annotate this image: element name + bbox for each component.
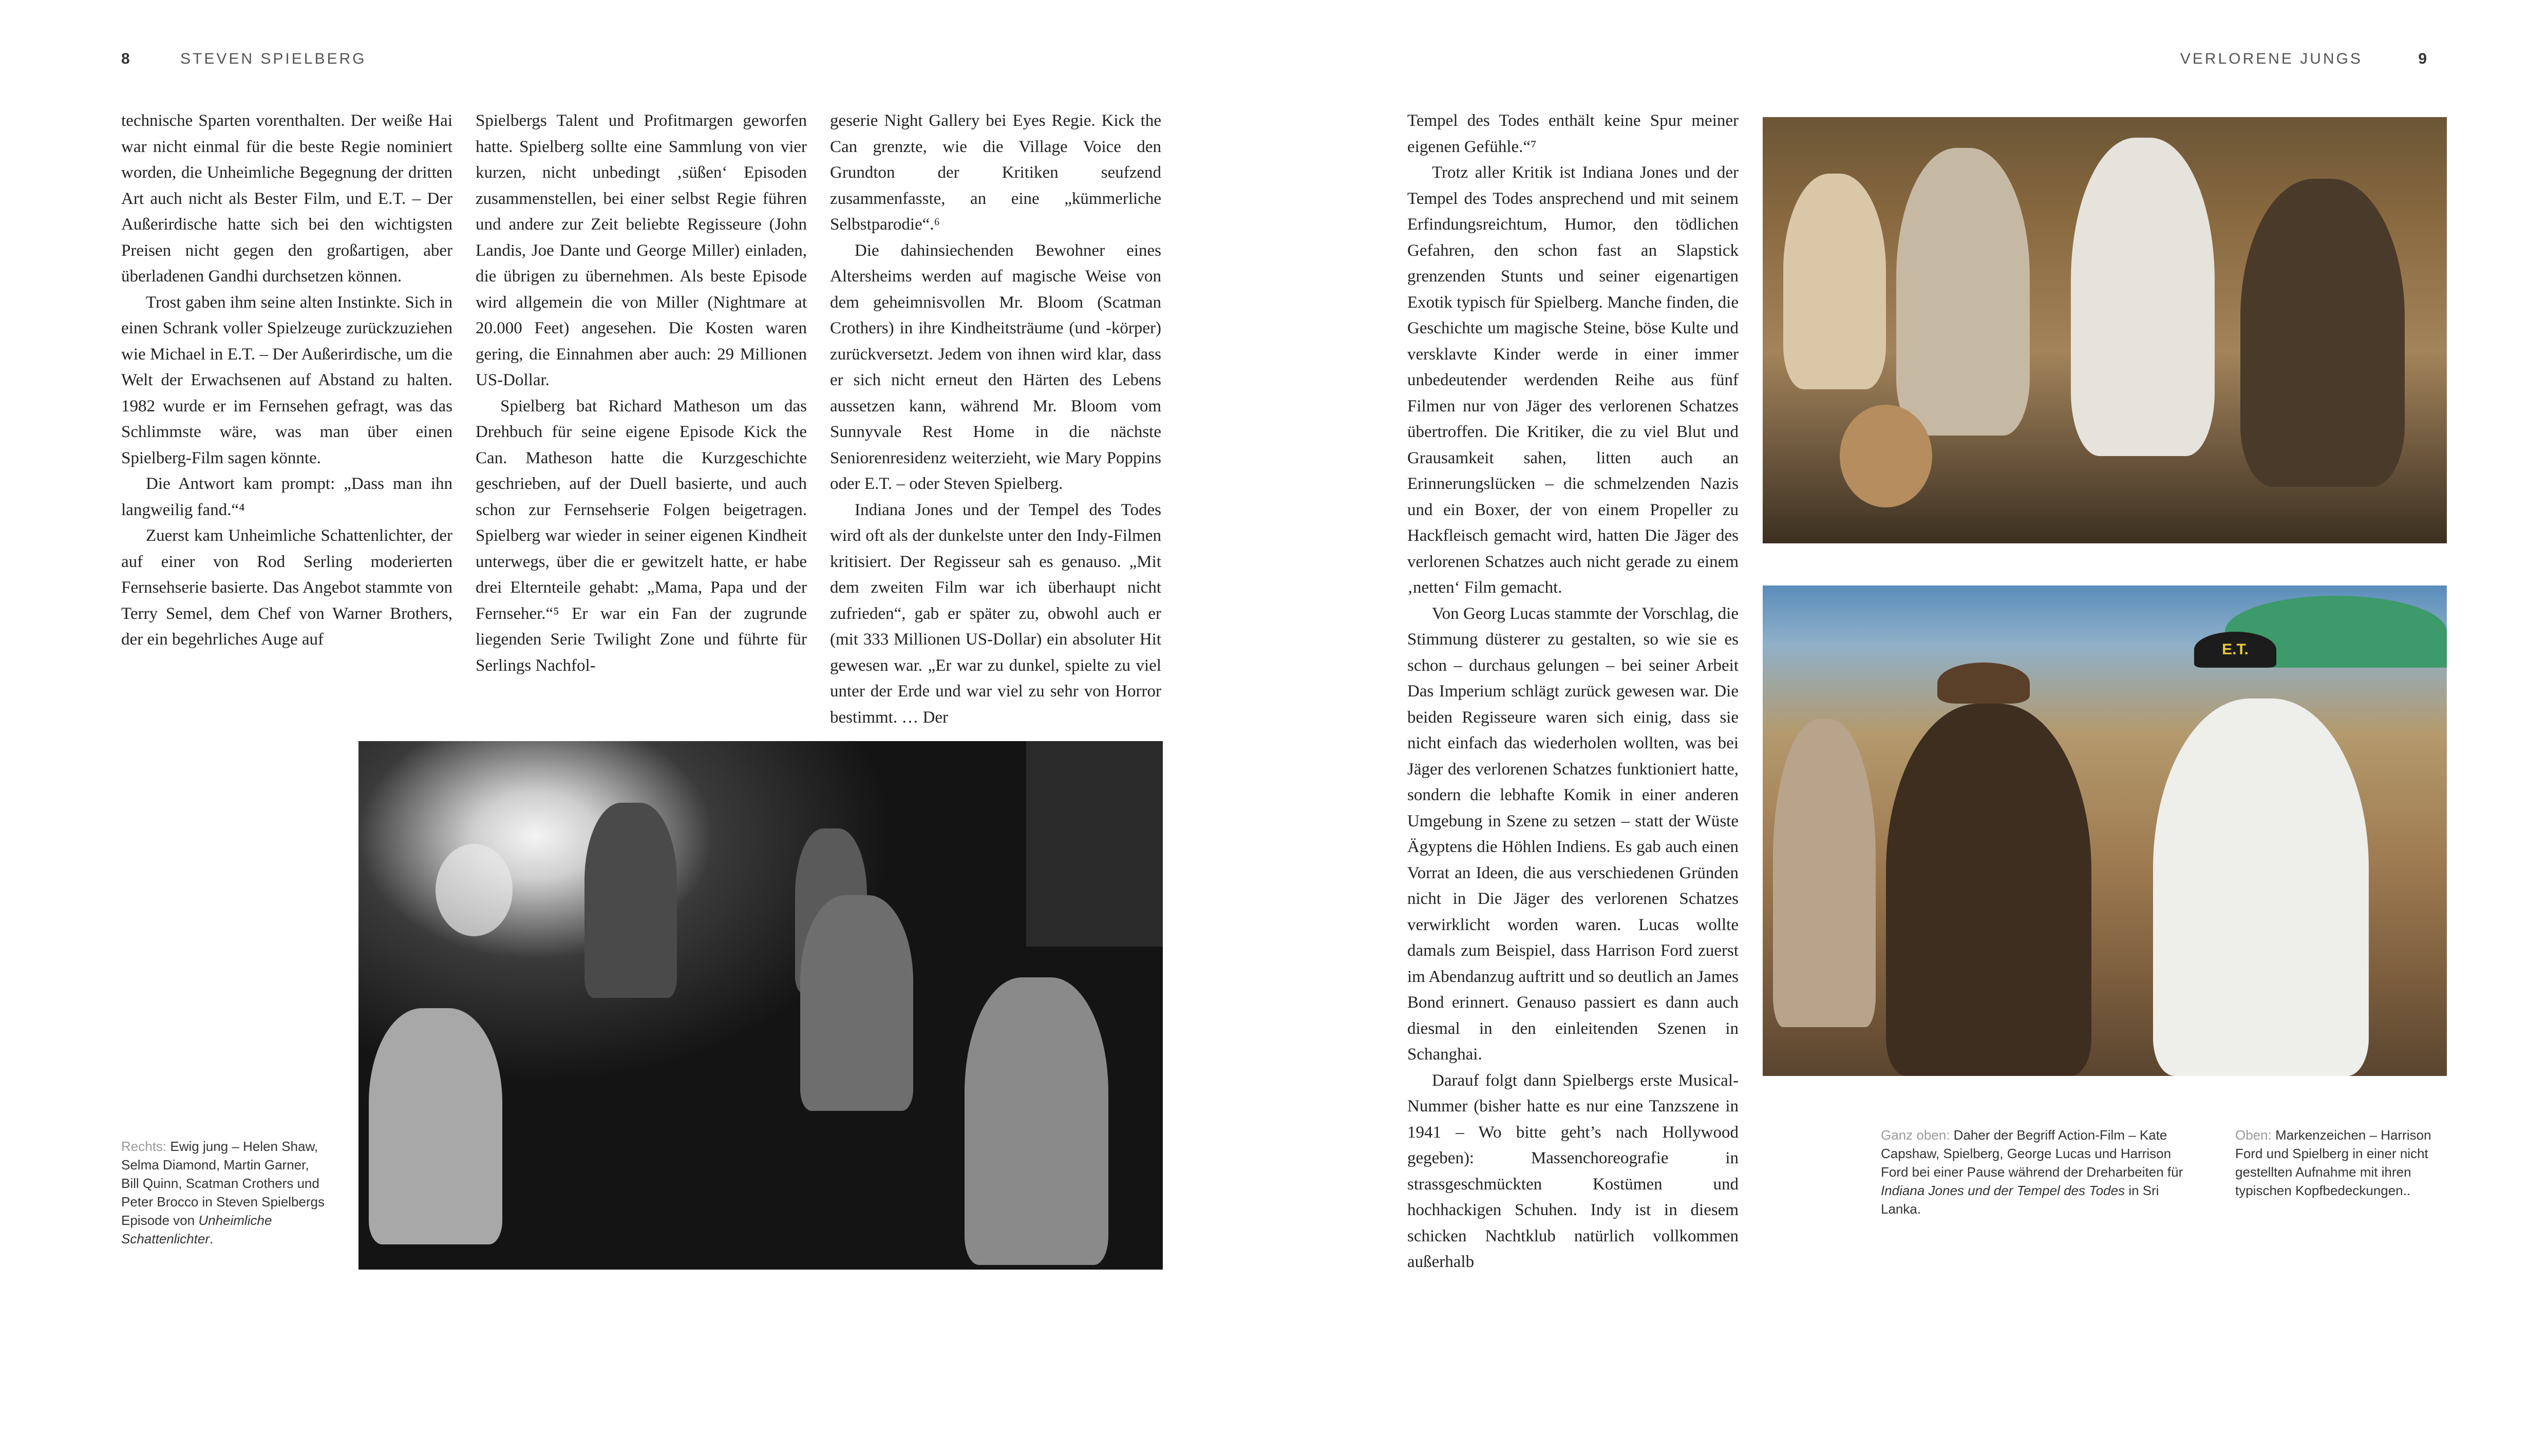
caption-end: . (209, 1231, 214, 1246)
right-page-header (2180, 50, 2427, 68)
caption-text: Markenzeichen – Harrison Ford und Spielberg in einer nicht gestellten Aufnahme mit ihren typischen Kopfbedeckungen.. (2235, 1127, 2431, 1198)
fedora-hat-shape (1937, 663, 2030, 704)
paragraph: Zuerst kam Unheimliche Schattenlichter, der auf einer von Rod Serling moderierten Fernsehserie basierte. Das Angebot stammte von Terry Semel, dem Chef von Warner Brothers, der ein begehrliches Auge auf (121, 526, 452, 649)
paragraph: Trost gaben ihm seine alten Instinkte. Sich in einen Schrank voller Spielzeuge zurückzuziehen wie Michael in E.T. – Der Außerirdische, um die Welt der Erwachsenen auf Abstand zu halten. 1982 wurde er im Fernsehen gefragt, was das Schlimmste wäre, was man über einen Spielberg-Film sagen könnte. (121, 293, 452, 467)
caption-top-photo (1881, 1126, 2199, 1218)
photo-cast-resting (1763, 117, 2447, 543)
caption-lead: Rechts: (121, 1139, 167, 1154)
figure-shape (2071, 138, 2215, 456)
paragraph: Indiana Jones und der Tempel des Todes wird oft als der dunkelste unter den Indy-Filmen kritisiert. Der Regisseur sah es genauso. „Mit dem zweiten Film war ich überhaupt nicht zufrieden“, gab er später zu, obwohl auch er (mit 333 Millionen US-Dollar) ein absoluter Hit gewesen war. „Er war zu dunkel, spielte zu viel unter der Erde und war viel zu sehr von Horror bestimmt. … Der (830, 500, 1161, 727)
paragraph: Die dahinsiechenden Bewohner eines Altersheims werden auf magische Weise von dem geheimnisvollen Mr. Bloom (Scatman Crothers) in ihre Kindheitsträume (und -körper) zurückversetzt. Jedem von ihnen wird klar, dass er sich nicht erneut den Härten des Lebens aussetzen kann, während Mr. Bloom vom Sunnyvale Rest Home in die nächste Seniorenresidenz weiterzieht, wie Mary Poppins oder E.T. – oder Steven Spielberg. (830, 241, 1161, 493)
running-head-right: VERLORENE JUNGS (2180, 50, 2363, 67)
figure-shape (1886, 704, 2091, 1076)
photo-ford-and-spielberg (1763, 585, 2447, 1076)
running-head-left: STEVEN SPIELBERG (180, 50, 367, 67)
left-page-header (121, 50, 366, 68)
caption-lower-photo (2235, 1126, 2447, 1200)
paragraph: Die Antwort kam prompt: „Dass man ihn langweilig fand.“⁴ (121, 475, 452, 519)
caption-text: Ewig jung – Helen Shaw, Selma Diamond, Martin Garner, Bill Quinn, Scatman Crothers und Peter Brocco in Steven Spielbergs Episode von (121, 1139, 325, 1228)
figure-shape (584, 803, 677, 998)
paragraph: Spielberg bat Richard Matheson um das Drehbuch für seine eigene Episode Kick the Can. Matheson hatte die Kurzgeschichte geschrieben, auf der Duell basierte, und auch schon zur Fernsehserie Folgen beigetragen. Spielberg war wieder in seiner eigenen Kindheit unterwegs, über die er gewitzelt hatte, er habe drei Elternteile gehabt: „Mama, Papa und der Fernseher.“⁵ Er war ein Fan der zugrunde liegenden Serie Twilight Zone und führte für Serlings Nachfol- (476, 396, 807, 675)
page-number-left: 8 (121, 50, 130, 67)
paragraph: Spielbergs Talent und Profitmargen geworfen hatte. Spielberg sollte eine Sammlung von vier kurzen, nicht unbedingt ‚süßen‘ Episoden zusammenstellen, bei einer selbst Regie führen und andere zur Zeit beliebte Regisseure (John Landis, Joe Dante und George Miller) einladen, die übrigen zu übernehmen. Als beste Episode wird allgemein die von Miller (Nightmare at 20.000 Feet) angesehen. Die Kosten waren gering, die Einnahmen aber auch: 29 Millionen US-Dollar. (476, 111, 807, 389)
figure-shape (1783, 174, 1886, 389)
et-cap-shape: E.T. (2194, 632, 2276, 668)
caption-end: in Sri Lanka. (1881, 1183, 2159, 1217)
figure-shape (1773, 719, 1876, 1027)
caption-title: Indiana Jones und der Tempel des Todes (1881, 1183, 2125, 1198)
paragraph: Tempel des Todes enthält keine Spur meiner eigenen Gefühle.“⁷ (1407, 111, 1739, 156)
photo-retirement-home-scene (358, 741, 1163, 1270)
caption-left-photo (121, 1137, 327, 1248)
figure-shape (2153, 698, 2369, 1076)
text-column-3 (830, 108, 1161, 730)
caption-lead: Oben: (2235, 1127, 2272, 1143)
figure-shape (1896, 148, 2030, 436)
text-column-right (1407, 108, 1739, 1275)
caption-lead: Ganz oben: (1881, 1127, 1950, 1143)
lamp-shade-shape (436, 844, 513, 936)
paragraph: Trotz aller Kritik ist Indiana Jones und der Tempel des Todes ansprechend und mit seinem Erfindungsreichtum, Humor, den tödlichen Gefahren, den schon fast an Slapstick grenzenden Stunts und seiner eigenartigen Exotik typisch für Spielberg. Manche finden, die Geschichte um magische Steine, böse Kulte und versklavte Kinder werde in einer immer unbedeutender werdenden Reihe aus fünf Filmen nur von Jäger des verlorenen Schatzes übertroffen. Die Kritiker, die zu viel Blut und Grausamkeit sahen, litten auch an Erinnerungslücken – die schmelzenden Nazis und ein Boxer, der von einem Propeller zu Hackfleisch gemacht wird, hatten Die Jäger des verlorenen Schatzes auch nicht gerade zu einem ‚netten‘ Film gemacht. (1407, 163, 1739, 597)
paragraph: Darauf folgt dann Spielbergs erste Musical-Nummer (bisher hatte es nur eine Tanzszene in 1941 – Wo bitte geht’s nach Hollywood gegeben): Massenchoreografie in strassgeschmückten Kostümen und hochhackigen Schuhen. Indy ist in diesem schicken Nachtklub natürlich vollkommen außerhalb (1407, 1071, 1739, 1271)
window-shape (1026, 741, 1163, 947)
boot-shape (1840, 405, 1932, 507)
caption-text: Daher der Begriff Action-Film – Kate Capshaw, Spielberg, George Lucas und Harrison Ford bei einer Pause während der Dreharbeiten für (1881, 1127, 2183, 1180)
paragraph: geserie Night Gallery bei Eyes Regie. Kick the Can grenzte, wie die Village Voice den Grundton der Kritiken seufzend zusammenfasste, an eine „kümmerliche Selbstparodie“.⁶ (830, 111, 1161, 234)
figure-shape (800, 895, 913, 1111)
text-column-2 (476, 108, 807, 678)
caption-title: Unheimliche Schattenlichter (121, 1213, 272, 1246)
figure-shape (2240, 179, 2405, 487)
paragraph: Von Georg Lucas stammte der Vorschlag, die Stimmung düsterer zu gestalten, so wie sie es schon – durchaus gelungen – bei seiner Arbeit Das Imperium schlägt zurück gewesen war. Die beiden Regisseure waren sich einig, dass sie nicht einfach das wiederholen wollten, was bei Jäger des verlorenen Schatzes funktioniert hatte, sondern die lebhafte Komik in einer anderen Umgebung in Szene zu setzen – statt der Wüste Ägyptens die Höhlen Indiens. Es gab auch einen Vorrat an Ideen, die aus verschiedenen Gründen nicht in Die Jäger des verlorenen Schatzes verwirklicht worden waren. Lucas wollte damals zum Beispiel, dass Harrison Ford zuerst im Abendanzug auftritt und so deutlich an James Bond erinnert. Genauso passiert es dann auch diesmal in den einleitenden Szenen in Schanghai. (1407, 604, 1739, 1064)
figure-shape (965, 977, 1108, 1265)
text-column-1 (121, 108, 452, 653)
paragraph: technische Sparten vorenthalten. Der weiße Hai war nicht einmal für die beste Regie nominiert worden, die Unheimliche Begegnung der dritten Art auch nicht als Bester Film, und E.T. – Der Außerirdische hatte sich bei den wichtigsten Preisen nicht gegen den großartigen, aber überladenen Gandhi durchsetzen können. (121, 111, 452, 286)
figure-shape (369, 1008, 502, 1244)
page-number-right: 9 (2418, 50, 2427, 67)
